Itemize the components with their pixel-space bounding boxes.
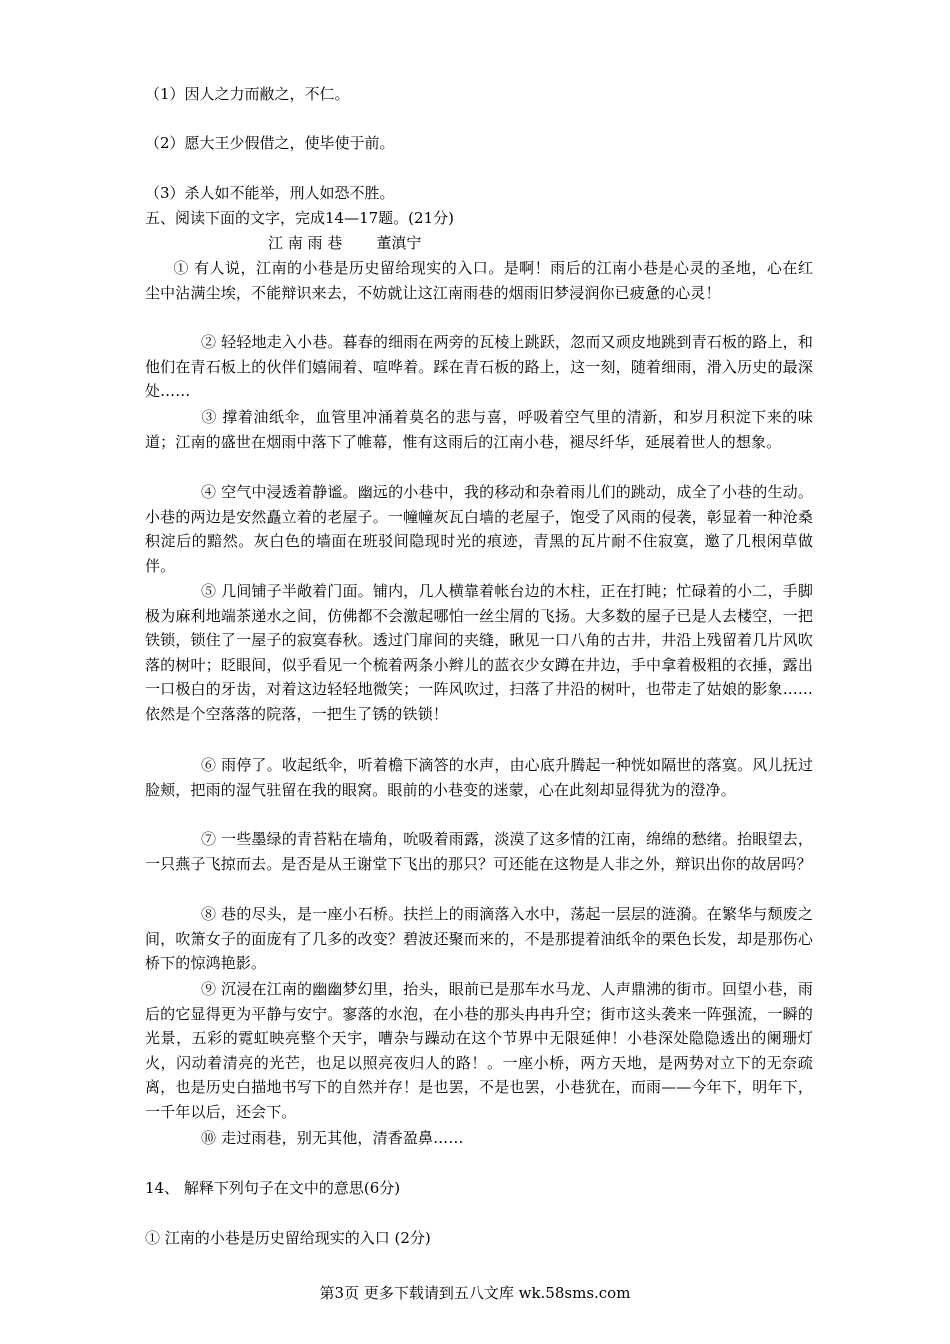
question-14-sub-1: ① 江南的小巷是历史留给现实的入口 (2分) (145, 1229, 431, 1247)
essay-title-line (268, 231, 421, 256)
essay-paragraph-10: ⑩ 走过雨巷，别无其他，清香盈鼻…… (201, 1129, 464, 1147)
section-heading: 五、阅读下面的文字，完成14—17题。(21分) (145, 209, 454, 227)
question-line-1: （1）因人之力而敝之，不仁。 (145, 85, 350, 103)
essay-title: 江 南 雨 巷 (268, 234, 343, 252)
essay-paragraph-7: ⑦ 一些墨绿的青苔粘在墙角，吮吸着雨露，淡漠了这多情的江南，绵绵的愁绪。抬眼望去，一只燕子飞掠而去。是否是从王谢堂下飞出的那只？可还能在这物是人非之外，辩识出你的故居吗？ (145, 830, 813, 873)
page-footer: 第3页 更多下载请到五八文库 wk.58sms.com (319, 1284, 631, 1302)
question-14: 14、 解释下列句子在文中的意思(6分) (145, 1179, 401, 1197)
essay-author: 董滇宁 (376, 234, 422, 252)
question-line-2: （2）愿大王少假借之，使毕使于前。 (145, 134, 395, 152)
essay-paragraph-3: ③ 撑着油纸伞，血管里冲涌着莫名的悲与喜，呼吸着空气里的清新，和岁月积淀下来的味道；江南的盛世在烟雨中落下了帷幕，惟有这雨后的江南小巷，褪尽纤华，延展着世人的想象。 (145, 408, 813, 451)
essay-paragraph-4: ④ 空气中浸透着静谧。幽远的小巷中，我的移动和杂着雨儿们的跳动，成全了小巷的生动。小巷的两边是安然矗立着的老屋子。一幢幢灰瓦白墙的老屋子，饱受了风雨的侵袭，彰显着一种沧桑积淀后的黯然。灰白色的墙面在班驳间隐现时光的痕迹，青黑的瓦片耐不住寂寞，邀了几根闲草做伴。 (145, 483, 813, 575)
question-line-3: （3）杀人如不能举，刑人如恐不胜。 (145, 184, 395, 202)
essay-paragraph-9: ⑨ 沉浸在江南的幽幽梦幻里，抬头，眼前已是那车水马龙、人声鼎沸的街市。回望小巷，雨后的它显得更为平静与安宁。寥落的水泡，在小巷的那头冉冉升空；街市这头袭来一阵强流，一瞬的光景，五彩的霓虹映亮整个天宇，嘈杂与躁动在这个节界中无限延伸！小巷深处隐隐透出的阑珊灯火，闪动着清亮的光芒，也足以照亮夜归人的路！。一座小桥，两方天地，是两势对立下的无奈疏离，也是历史白描地书写下的自然并存！是也罢，不是也罢，小巷犹在，而雨——今年下，明年下，一千年以后，还会下。 (145, 980, 813, 1121)
essay-paragraph-8: ⑧ 巷的尽头，是一座小石桥。扶拦上的雨滴落入水中，荡起一层层的涟漪。在繁华与颓废之间，吹箫女子的面庞有了几多的改变？碧波还聚而来的，不是那提着油纸伞的栗色长发，却是那伤心桥下的惊鸿艳影。 (145, 905, 813, 972)
essay-paragraph-5: ⑤ 几间铺子半敞着门面。铺内，几人横靠着帐台边的木柱，正在打盹；忙碌着的小二，手脚极为麻利地端茶递水之间，仿佛都不会激起哪怕一丝尘屑的飞扬。大多数的屋子已是人去楼空，一把铁锁，锁住了一屋子的寂寞春秋。透过门扉间的夹缝，瞅见一口八角的古井，井沿上残留着几片风吹落的树叶；眨眼间，似乎看见一个梳着两条小辫儿的蓝衣少女蹲在井边，手中拿着极粗的衣捶，露出一口极白的牙齿，对着这边轻轻地微笑；一阵风吹过，扫落了井沿的树叶，也带走了姑娘的影象……依然是个空落落的院落，一把生了锈的铁锁！ (145, 582, 813, 723)
essay-paragraph-6: ⑥ 雨停了。收起纸伞，听着檐下滴答的水声，由心底升腾起一种恍如隔世的落寞。风儿抚过脸颊，把雨的湿气驻留在我的眼窝。眼前的小巷变的迷蒙，心在此刻却显得犹为的澄净。 (145, 756, 813, 799)
essay-paragraph-2: ② 轻轻地走入小巷。暮春的细雨在两旁的瓦棱上跳跃，忽而又顽皮地跳到青石板的路上，和他们在青石板上的伙伴们嬉闹着、喧哗着。踩在青石板的路上，这一刻，随着细雨，滑入历史的最深处…… (145, 333, 813, 400)
essay-paragraph-1: ① 有人说，江南的小巷是历史留给现实的入口。是啊！雨后的江南小巷是心灵的圣地，心在红尘中沾满尘埃，不能辩识来去，不妨就让这江南雨巷的烟雨旧梦浸润你已疲惫的心灵！ (145, 259, 813, 302)
